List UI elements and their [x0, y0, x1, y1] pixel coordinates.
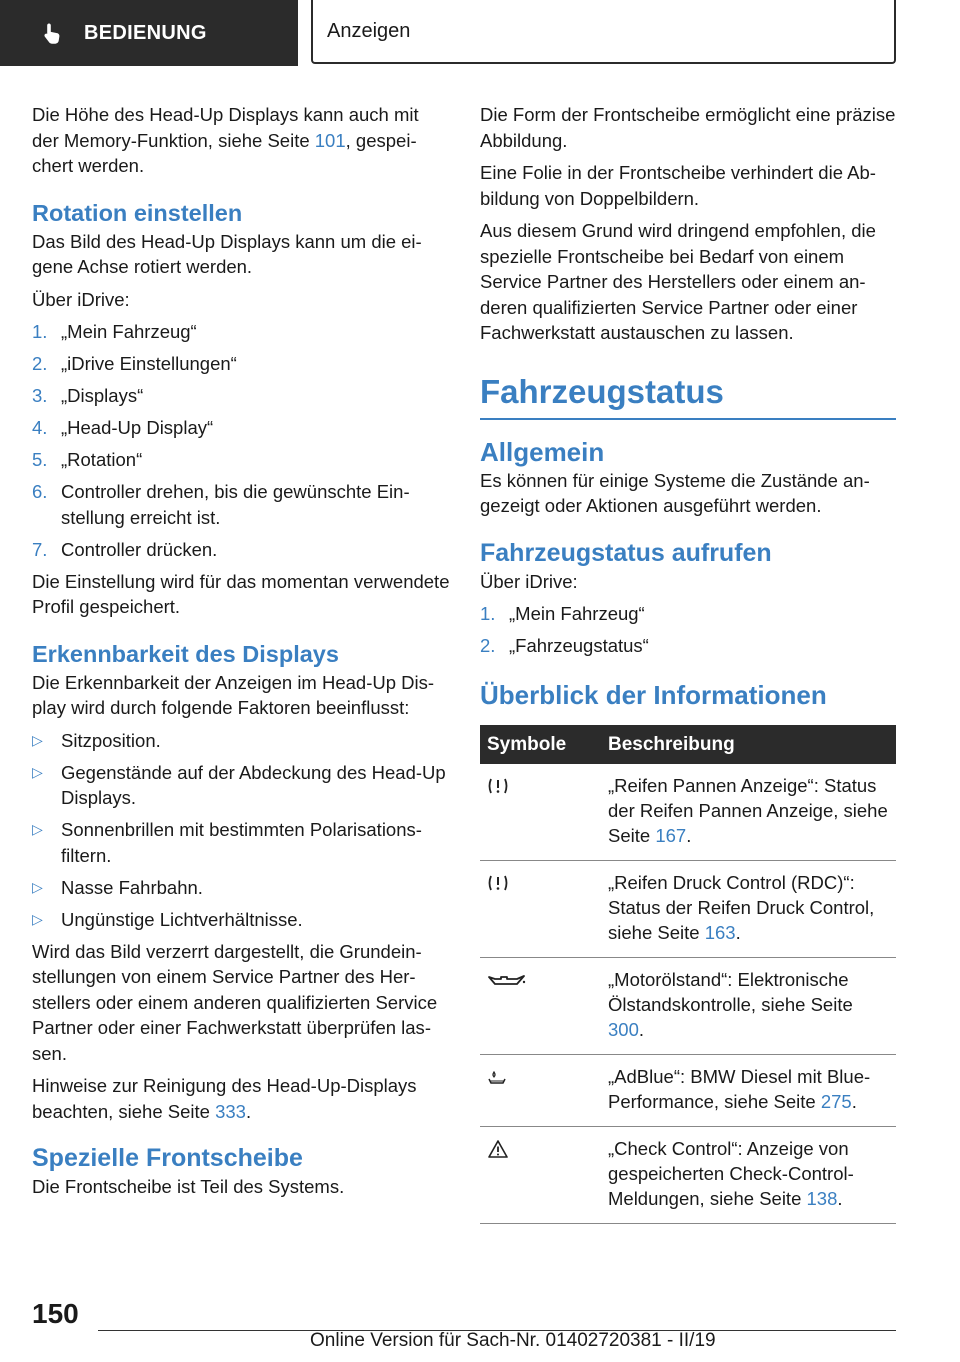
triangle-bullet-icon: ▷	[32, 763, 43, 780]
symbol-cell	[480, 1126, 604, 1223]
column-header-description: Beschreibung	[604, 725, 896, 764]
intro-text-end: , gespeichert werden.	[32, 129, 417, 176]
step-text: Controller drehen, bis die gewünschte Einstellung erreicht ist.	[61, 481, 410, 528]
intro-text: Die Höhe des Head-Up Displays kann auch mit der Memory-Funktion, siehe Seite	[32, 104, 419, 151]
table-row	[480, 860, 896, 957]
overview-heading: Überblick der Informationen	[480, 679, 827, 710]
list-item	[32, 447, 450, 473]
table-row	[480, 1054, 896, 1126]
adblue-icon	[487, 1070, 507, 1086]
visibility-factors	[32, 728, 450, 933]
pointing-hand-icon	[42, 21, 66, 45]
visibility-heading: Erkennbarkeit des Displays	[32, 640, 339, 667]
status-title: Fahrzeugstatus	[480, 372, 896, 420]
call-via: Über iDrive:	[480, 570, 578, 592]
triangle-bullet-icon: ▷	[32, 821, 43, 837]
cleaning-text: Hinweise zur Reinigung des Head-Up-Displays beachten, siehe Seite	[32, 1075, 417, 1122]
step-number: 2.	[32, 353, 48, 374]
page-link-138[interactable]: 138	[806, 1187, 838, 1209]
description-text: „AdBlue“: BMW Diesel mit BluePerformance, siehe Seite	[608, 1065, 871, 1112]
list-item	[32, 907, 450, 933]
call-heading: Fahrzeugstatus aufrufen	[480, 538, 772, 567]
page-header	[0, 0, 960, 66]
page-link-101[interactable]: 101	[314, 129, 346, 151]
page-link-275[interactable]: 275	[820, 1090, 852, 1112]
step-number: 1.	[480, 603, 496, 624]
overview-table	[480, 725, 896, 1224]
description-end: .	[837, 1187, 843, 1209]
step-number: 5.	[32, 449, 48, 470]
description-cell	[604, 860, 896, 957]
cleaning-note	[32, 1073, 450, 1124]
warning-triangle-icon	[487, 1139, 509, 1159]
step-text: „Displays“	[61, 385, 144, 406]
rotation-text: Das Bild des Head-Up Displays kann um die eigene Achse rotiert werden.	[32, 230, 422, 277]
general-text: Es können für einige Systeme die Zustände angezeigt oder Aktionen ausgeführt werden.	[480, 469, 870, 516]
step-number: 6.	[32, 481, 48, 502]
description-text: „Reifen Druck Control (RDC)“: Status der Reifen Druck Control, siehe Seite	[608, 871, 875, 943]
triangle-bullet-icon: ▷	[32, 878, 43, 895]
description-text: „Reifen Pannen Anzeige“: Status der Reifen Pannen Anzeige, siehe Seite	[608, 774, 888, 846]
table-row	[480, 764, 896, 861]
windshield-text: Die Frontscheibe ist Teil des Systems.	[32, 1176, 345, 1197]
factor-text: Nasse Fahrbahn.	[61, 876, 203, 898]
description-cell	[604, 1054, 896, 1126]
right-column	[480, 102, 896, 1224]
list-item	[32, 728, 450, 754]
rotation-via: Über iDrive:	[32, 288, 130, 310]
factor-text: Sitzposition.	[61, 729, 161, 751]
step-text: „iDrive Einstellungen“	[61, 353, 237, 374]
triangle-bullet-icon: ▷	[32, 910, 43, 927]
list-item	[32, 537, 450, 563]
list-item	[32, 875, 450, 901]
visibility-text: Die Erkennbarkeit der Anzeigen im Head-Up Display wird durch folgende Faktoren beeinflusst:	[32, 671, 435, 718]
general-heading: Allgemein	[480, 436, 605, 467]
step-number: 1.	[32, 321, 48, 342]
step-number: 2.	[480, 635, 496, 656]
list-item	[32, 319, 450, 345]
visibility-after: Wird das Bild verzerrt dargestellt, die Grundeinstellungen von einem Service Partner des Herstellers oder einem anderen qualifizierten Service Partner oder einer Fachwerkstatt überprüfen lassen.	[32, 940, 438, 1064]
description-text: „Motorölstand“: Elektronische Ölstandskontrolle, siehe Seite	[608, 968, 853, 1015]
list-item	[32, 383, 450, 409]
step-number: 4.	[32, 417, 48, 438]
table-header-row	[480, 725, 896, 764]
step-text: Controller drücken.	[61, 538, 218, 560]
description-end: .	[851, 1090, 857, 1112]
windshield-p3: Aus diesem Grund wird dringend empfohlen, die spezielle Frontscheibe bei Bedarf von einem Service Partner des Herstellers oder einem anderen qualifizierten Service Partner oder einer Fachwerkstatt austauschen zu lassen.	[480, 220, 876, 343]
tire-pressure-control-icon	[487, 874, 509, 892]
step-text: „Mein Fahrzeug“	[61, 321, 197, 342]
description-end: .	[686, 824, 692, 846]
symbol-cell	[480, 957, 604, 1054]
section-label: Anzeigen	[327, 19, 411, 42]
symbol-cell	[480, 764, 604, 861]
table-row	[480, 957, 896, 1054]
description-end: .	[638, 1018, 645, 1040]
chapter-tab	[0, 0, 298, 66]
list-item	[32, 817, 450, 868]
page-number: 150	[32, 1298, 79, 1329]
column-header-symbols: Symbole	[480, 725, 604, 764]
chapter-label: BEDIENUNG	[84, 21, 207, 44]
step-text: „Fahrzeugstatus“	[509, 635, 649, 656]
table-row	[480, 1126, 896, 1223]
oil-can-icon	[487, 973, 527, 989]
rotation-steps	[32, 319, 450, 562]
description-cell	[604, 1126, 896, 1223]
description-cell	[604, 764, 896, 861]
list-item	[32, 479, 450, 530]
list-item	[480, 633, 896, 659]
windshield-p1: Die Form der Frontscheibe ermöglicht eine präzise Abbildung.	[480, 104, 896, 151]
step-number: 3.	[32, 385, 48, 406]
triangle-bullet-icon: ▷	[32, 731, 43, 748]
intro-paragraph	[32, 102, 450, 179]
page-link-167[interactable]: 167	[655, 824, 687, 846]
section-tab	[311, 0, 896, 64]
call-steps	[480, 601, 896, 659]
list-item	[480, 601, 896, 627]
step-text: „Rotation“	[61, 449, 143, 470]
symbol-cell	[480, 1054, 604, 1126]
tire-pressure-warning-icon	[487, 777, 509, 795]
step-text: „Head-Up Display“	[61, 417, 214, 438]
factor-text: Sonnenbrillen mit bestimmten Polarisationsfiltern.	[61, 819, 422, 866]
windshield-heading: Spezielle Frontscheibe	[32, 1144, 303, 1172]
cleaning-text-end: .	[245, 1100, 252, 1122]
list-item	[32, 351, 450, 377]
rotation-after: Die Einstellung wird für das momentan verwendete Profil gespeichert.	[32, 570, 450, 617]
list-item	[32, 415, 450, 441]
step-number: 7.	[32, 538, 48, 560]
description-text: „Check Control“: Anzeige von gespeicherten Check-Control-Meldungen, siehe Seite	[608, 1137, 854, 1209]
factor-text: Gegenstände auf der Abdeckung des Head-Up Displays.	[61, 761, 446, 808]
left-column	[32, 102, 450, 1207]
windshield-p2: Eine Folie in der Frontscheibe verhindert die Abbildung von Doppelbildern.	[480, 162, 876, 209]
step-text: „Mein Fahrzeug“	[509, 603, 645, 624]
factor-text: Ungünstige Lichtverhältnisse.	[61, 908, 303, 930]
description-end: .	[735, 921, 741, 943]
page-link-333[interactable]: 333	[215, 1100, 246, 1122]
footer-version: Online Version für Sach-Nr. 01402720381 - II/19	[310, 1330, 716, 1351]
list-item	[32, 760, 450, 811]
description-cell	[604, 957, 896, 1054]
page-link-300[interactable]: 300	[608, 1018, 639, 1040]
rotation-heading: Rotation einstellen	[32, 199, 243, 226]
symbol-cell	[480, 860, 604, 957]
page-link-163[interactable]: 163	[704, 921, 736, 943]
